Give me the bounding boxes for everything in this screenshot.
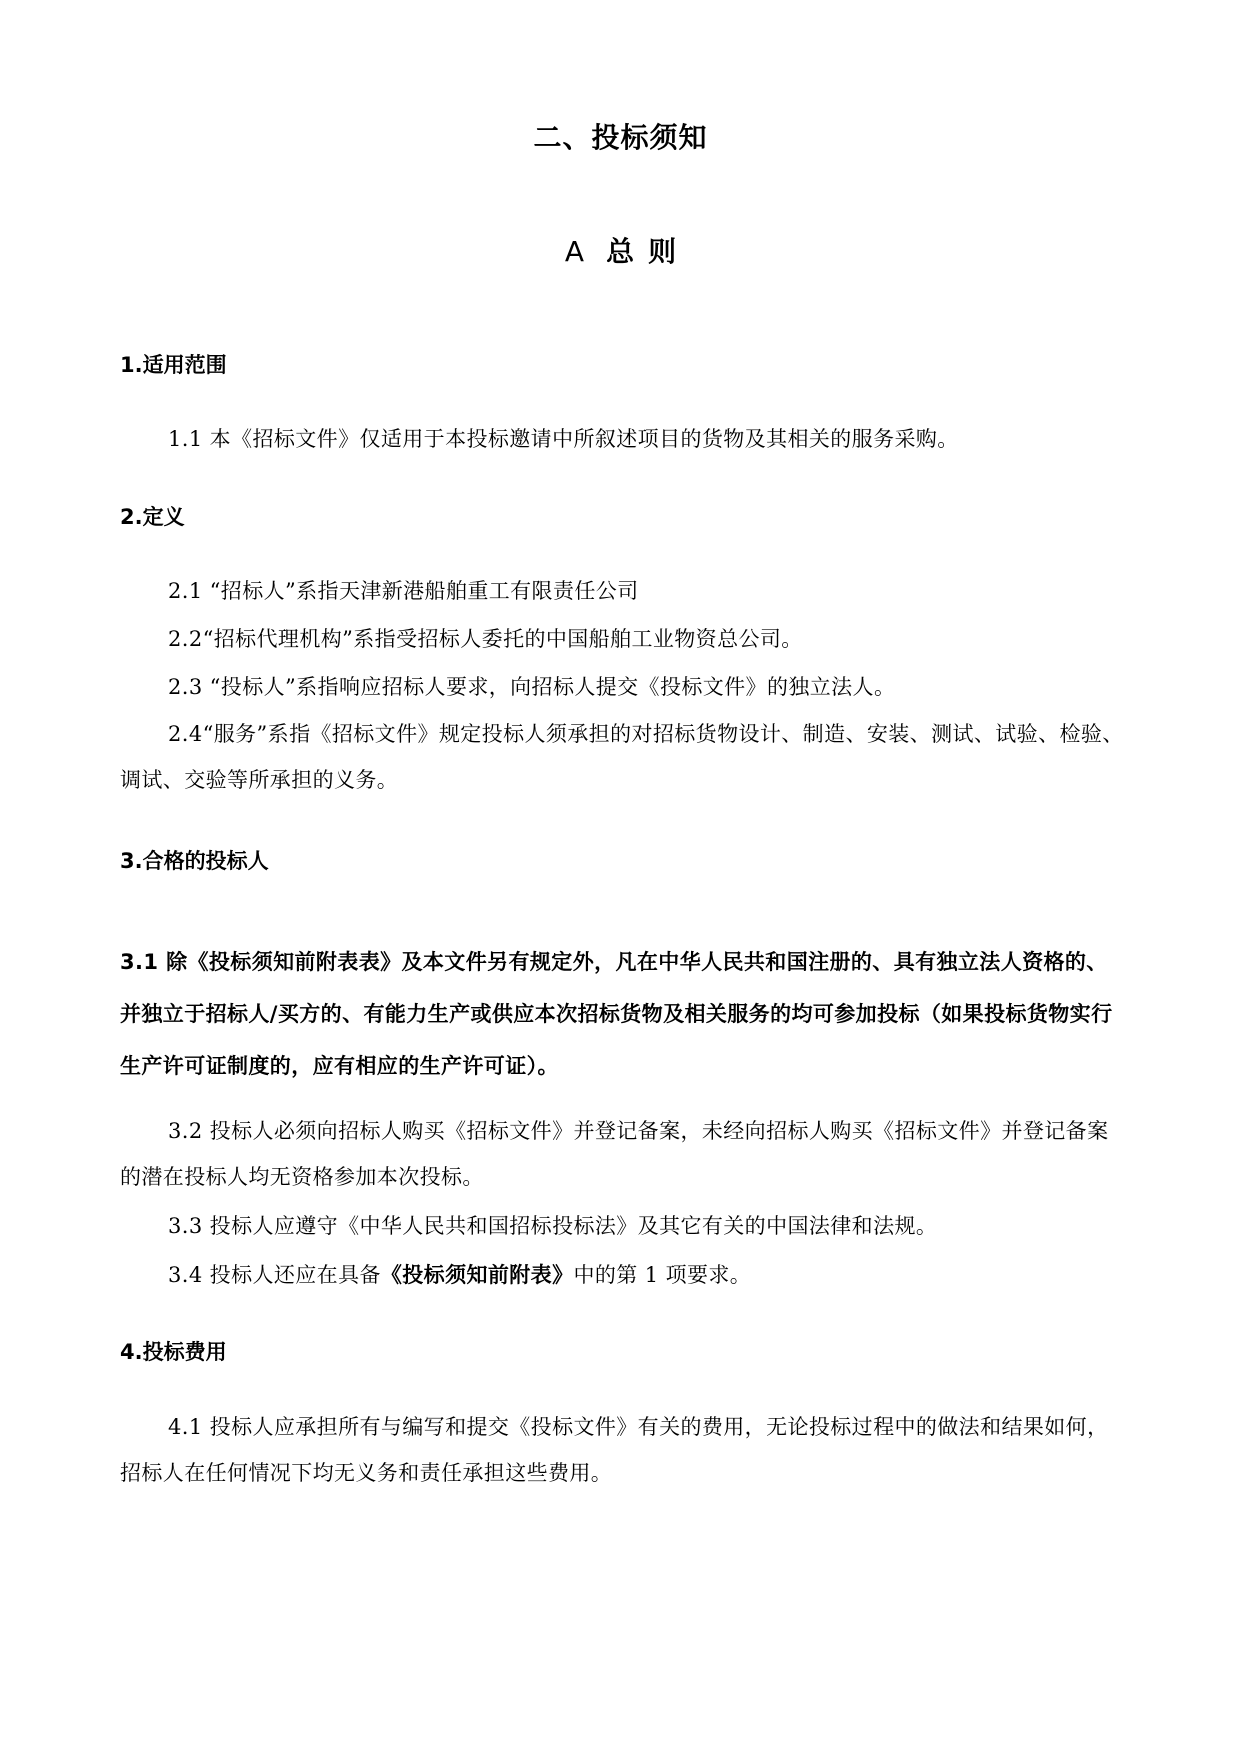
paragraph-3-3: 3.3 投标人应遵守《中华人民共和国招标投标法》及其它有关的中国法律和法规。 [168, 1214, 938, 1238]
paragraph-3-1: 3.1 除《投标须知前附表表》及本文件另有规定外，凡在中华人民共和国注册的、具有独立法人资格的、并独立于招标人/买方的、有能力生产或供应本次招标货物及相关服务的均可参加投标（如果投标货物实行生产许可证制度的，应有相应的生产许可证）。 [120, 950, 1113, 1078]
heading-scope: 1.适用范围 [120, 353, 227, 377]
section-letter: A [564, 235, 585, 268]
paragraph-3-2: 3.2 投标人必须向招标人购买《招标文件》并登记备案，未经向招标人购买《招标文件》并登记备案的潜在投标人均无资格参加本次投标。 [120, 1119, 1109, 1189]
heading-bid-cost: 4.投标费用 [120, 1340, 227, 1364]
section-title [0, 232, 1241, 272]
paragraph-3-4-pre: 3.4 投标人还应在具备 [168, 1263, 381, 1287]
paragraph-2-2: 2.2“招标代理机构”系指受招标人委托的中国船舶工业物资总公司。 [168, 627, 803, 651]
document-title: 二、投标须知 [533, 121, 708, 154]
section-title-char-1: 总 [606, 235, 635, 268]
paragraph-3-4 [120, 1252, 1125, 1298]
heading-definitions: 2.定义 [120, 505, 185, 529]
paragraph-4-1: 4.1 投标人应承担所有与编写和提交《投标文件》有关的费用，无论投标过程中的做法和结果如何，招标人在任何情况下均无义务和责任承担这些费用。 [120, 1415, 1109, 1485]
paragraph-1-1: 1.1 本《招标文件》仅适用于本投标邀请中所叙述项目的货物及其相关的服务采购。 [168, 427, 959, 451]
paragraph-2-3: 2.3 “投标人”系指响应招标人要求，向招标人提交《投标文件》的独立法人。 [168, 675, 896, 699]
paragraph-3-4-bold: 《投标须知前附表》 [380, 1263, 574, 1287]
paragraph-2-4: 2.4“服务”系指《招标文件》规定投标人须承担的对招标货物设计、制造、安装、测试、试验、检验、调试、交验等所承担的义务。 [120, 722, 1124, 792]
section-title-char-2: 则 [648, 235, 677, 268]
paragraph-3-4-post: 中的第 1 项要求。 [573, 1263, 752, 1287]
paragraph-2-1: 2.1 “招标人”系指天津新港船舶重工有限责任公司 [168, 579, 639, 603]
heading-qualified-bidder: 3.合格的投标人 [120, 849, 269, 873]
